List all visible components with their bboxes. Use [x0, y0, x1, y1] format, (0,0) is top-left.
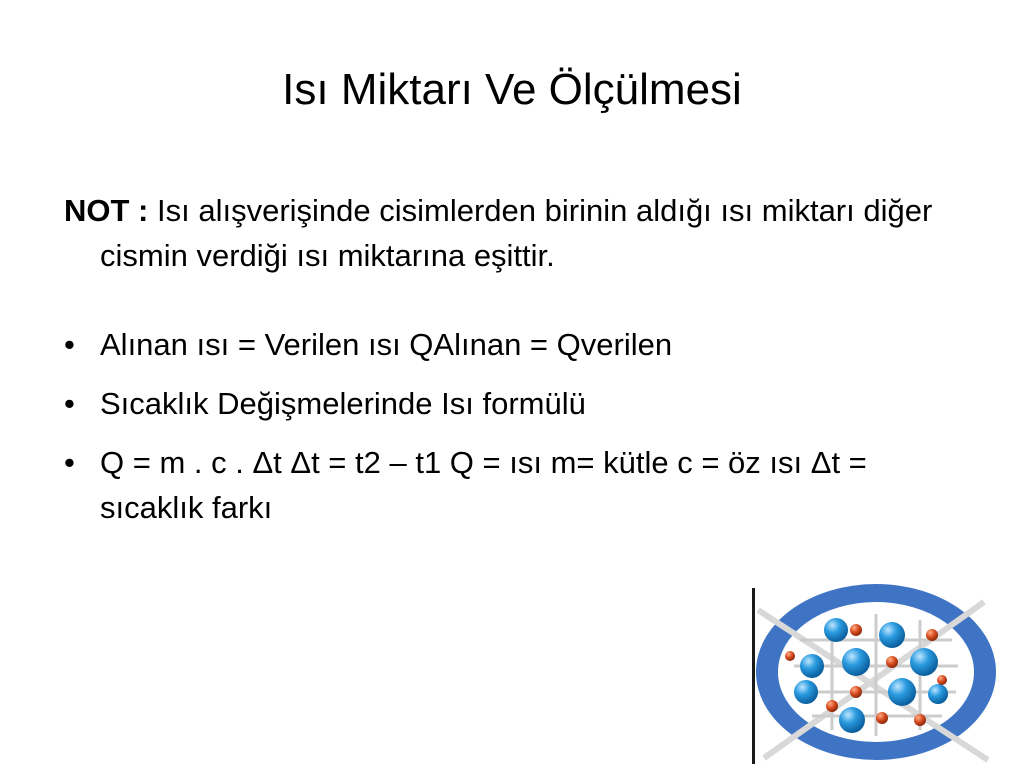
slide-title: Isı Miktarı Ve Ölçülmesi — [282, 65, 742, 115]
note-paragraph — [64, 188, 964, 278]
bullet-marker: • — [64, 327, 75, 362]
note-text: Isı alışverişinde cisimlerden birinin aldığı ısı miktarı diğer cismin verdiği ısı miktarına eşittir. — [100, 193, 933, 273]
list-item — [64, 440, 964, 530]
bullet-marker: • — [64, 445, 75, 480]
list-item — [64, 381, 964, 426]
list-item — [64, 322, 964, 367]
atom-lattice-icon — [752, 580, 998, 764]
bullet-text: Alınan ısı = Verilen ısı QAlınan = Qverilen — [100, 327, 673, 362]
note-label: NOT : — [64, 193, 149, 228]
slide-content — [64, 188, 964, 544]
bullet-marker: • — [64, 386, 75, 421]
atom-lattice-illustration — [752, 580, 998, 764]
bullet-list — [64, 322, 964, 530]
bullet-text: Sıcaklık Değişmelerinde Isı formülü — [100, 386, 586, 421]
bullet-text: Q = m . c . Δt Δt = t2 – t1 Q = ısı m= kütle c = öz ısı Δt = sıcaklık farkı — [100, 445, 867, 525]
